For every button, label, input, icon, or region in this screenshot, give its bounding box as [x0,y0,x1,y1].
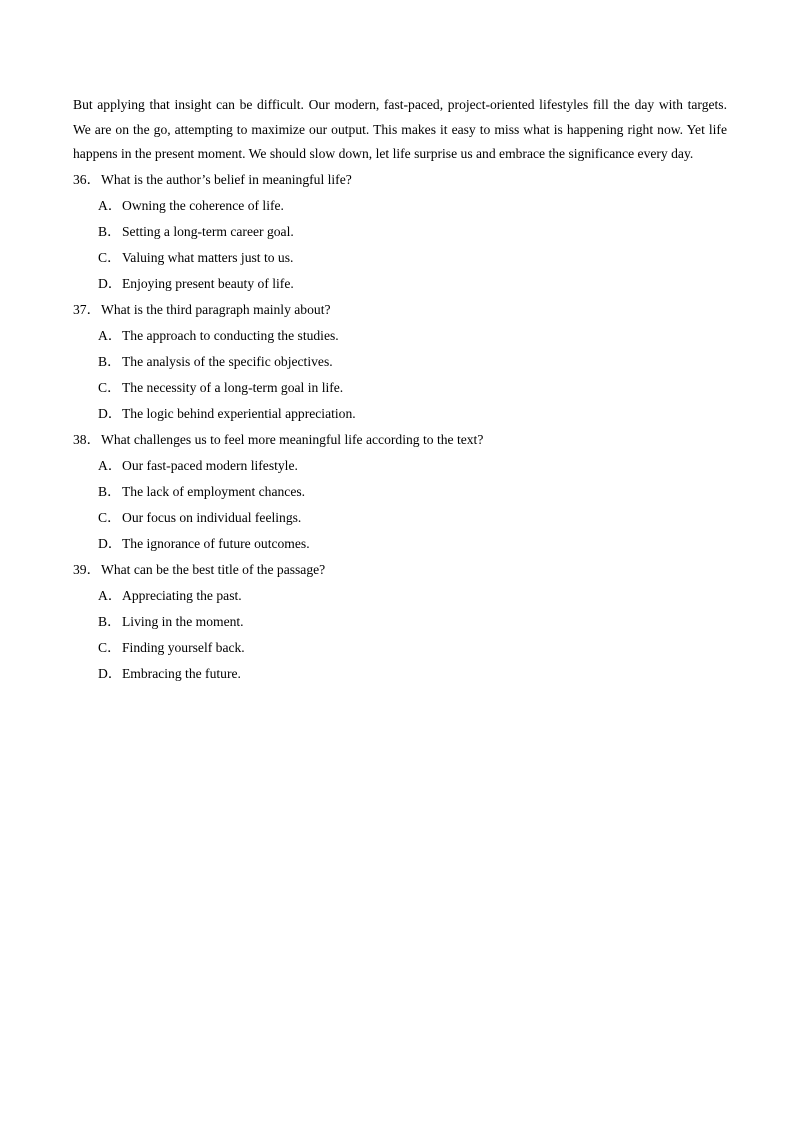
option-b [73,349,727,375]
option-letter: D． [98,276,122,292]
question-stem [73,167,727,193]
question-text: What challenges us to feel more meaningful life according to the text? [101,432,484,448]
document-page [73,93,727,687]
option-letter: C． [98,250,121,266]
option-text: Our fast-paced modern lifestyle. [122,458,298,474]
question-number: 37． [73,302,101,318]
option-letter: B． [98,484,121,500]
option-letter: C． [98,380,121,396]
option-a [73,583,727,609]
option-b [73,609,727,635]
option-letter: B． [98,354,121,370]
option-c [73,505,727,531]
option-c [73,375,727,401]
question-stem [73,427,727,453]
option-text: The approach to conducting the studies. [122,328,339,344]
option-letter: C． [98,510,121,526]
option-text: The ignorance of future outcomes. [122,536,310,552]
question-37 [73,297,727,427]
option-d [73,531,727,557]
option-text: Our focus on individual feelings. [122,510,302,526]
option-text: Setting a long-term career goal. [122,224,294,240]
question-stem [73,557,727,583]
option-text: Living in the moment. [122,614,244,630]
option-letter: B． [98,224,121,240]
option-text: The logic behind experiential appreciation. [122,406,356,422]
option-letter: A． [98,328,122,344]
passage-paragraph: But applying that insight can be difficult. Our modern, fast-paced, project-oriented lifestyles fill the day with targets. We are on the go, attempting to maximize our output. This makes it easy to miss what is happening right now. Yet life happens in the present moment. We should slow down, let life surprise us and embrace the significance every day. [73,97,727,162]
option-b [73,479,727,505]
option-a [73,453,727,479]
option-c [73,635,727,661]
question-number: 38． [73,432,101,448]
question-39 [73,557,727,687]
question-text: What can be the best title of the passage? [101,562,326,578]
option-text: Finding yourself back. [122,640,245,656]
question-number: 36． [73,172,101,188]
option-letter: A． [98,588,122,604]
option-letter: D． [98,406,122,422]
option-letter: B． [98,614,121,630]
option-c [73,245,727,271]
option-text: Appreciating the past. [122,588,242,604]
option-letter: D． [98,666,122,682]
question-text: What is the third paragraph mainly about? [101,302,331,318]
option-text: The necessity of a long-term goal in life. [122,380,344,396]
option-a [73,323,727,349]
question-number: 39． [73,562,101,578]
option-d [73,271,727,297]
question-36 [73,167,727,297]
option-text: Enjoying present beauty of life. [122,276,294,292]
option-text: The analysis of the specific objectives. [122,354,333,370]
option-text: Valuing what matters just to us. [122,250,294,266]
option-text: Owning the coherence of life. [122,198,284,214]
option-b [73,219,727,245]
option-d [73,661,727,687]
option-letter: A． [98,458,122,474]
question-38 [73,427,727,557]
option-letter: D． [98,536,122,552]
option-letter: A． [98,198,122,214]
option-d [73,401,727,427]
question-stem [73,297,727,323]
option-text: The lack of employment chances. [122,484,306,500]
option-text: Embracing the future. [122,666,241,682]
option-a [73,193,727,219]
option-letter: C． [98,640,121,656]
question-text: What is the author’s belief in meaningful life? [101,172,352,188]
